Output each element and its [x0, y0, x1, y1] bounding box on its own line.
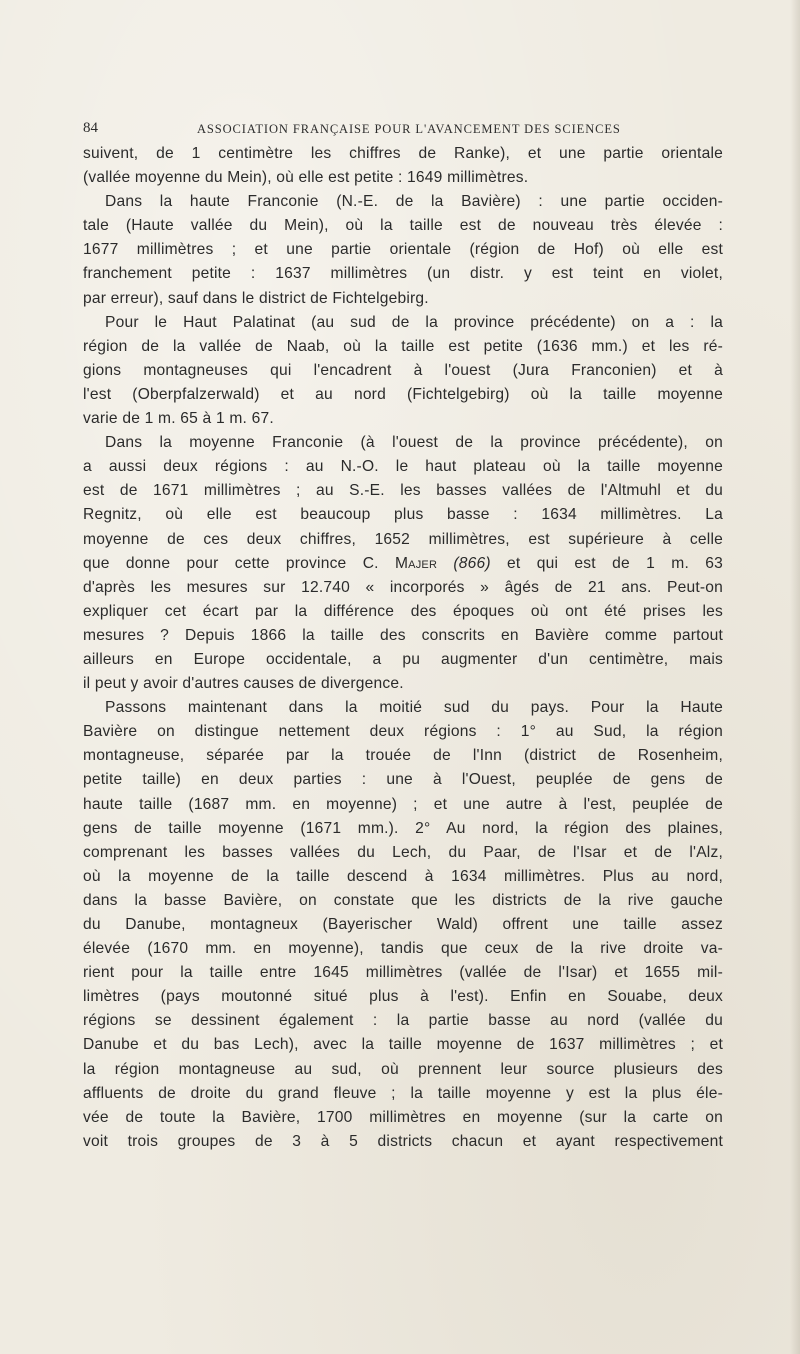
- text-line: dans la basse Bavière, on constate que les districts de la rive gauche: [83, 891, 723, 909]
- text-line: expliquer cet écart par la différence des époques où ont été prises les: [83, 602, 723, 620]
- text-fragment: [437, 555, 453, 572]
- page-number: 84: [83, 120, 98, 136]
- text-line: petite taille) en deux parties : une à l'Ouest, peuplée de gens de: [83, 771, 723, 789]
- text-line: région de la vallée de Naab, où la taille est petite (1636 mm.) et les ré-: [83, 337, 723, 355]
- text-line: 1677 millimètres ; et une partie orientale (région de Hof) où elle est: [83, 241, 723, 259]
- page-header: [83, 120, 723, 144]
- text-line: (vallée moyenne du Mein), où elle est petite : 1649 millimètres.: [83, 169, 529, 187]
- text-line: Dans la moyenne Franconie (à l'ouest de la province précédente), on: [105, 434, 723, 452]
- text-line: mesures ? Depuis 1866 la taille des conscrits en Bavière comme partout: [83, 626, 723, 644]
- text-line: rient pour la taille entre 1645 millimètres (vallée de l'Isar) et 1655 mil-: [83, 964, 723, 982]
- text-line: Danube et du bas Lech), avec la taille moyenne de 1637 millimètres ; et: [83, 1036, 723, 1054]
- text-line: ailleurs en Europe occidentale, a pu augmenter d'un centimètre, mais: [83, 650, 723, 668]
- text-line: comprenant les basses vallées du Lech, du Paar, de l'Isar et de l'Alz,: [83, 843, 723, 861]
- text-line: gens de taille moyenne (1671 mm.). 2° Au nord, la région des plaines,: [83, 819, 723, 837]
- text-line: Dans la haute Franconie (N.-E. de la Bavière) : une partie occiden-: [105, 193, 723, 211]
- text-fragment: et qui est de 1 m. 63: [490, 554, 723, 572]
- text-line: la région montagneuse au sud, où prennent leur source plusieurs des: [83, 1060, 723, 1078]
- text-line: vée de toute la Bavière, 1700 millimètres en moyenne (sur la carte on: [83, 1108, 723, 1126]
- text-line: est de 1671 millimètres ; au S.-E. les basses vallées de l'Altmuhl et du: [83, 482, 723, 500]
- text-line: varie de 1 m. 65 à 1 m. 67.: [83, 410, 274, 428]
- page-edge-shadow: [790, 0, 800, 1354]
- body-text: [83, 142, 723, 1154]
- text-line: Pour le Haut Palatinat (au sud de la province précédente) on a : la: [105, 313, 723, 331]
- text-line: élevée (1670 mm. en moyenne), tandis que ceux de la rive droite va-: [83, 940, 723, 958]
- text-line: suivent, de 1 centimètre les chiffres de Ranke), et une partie orientale: [83, 145, 723, 162]
- text-fragment: que donne pour cette province C.: [83, 554, 395, 572]
- text-line: régions se dessinent également : la partie basse au nord (vallée du: [83, 1012, 723, 1030]
- reference-number: (866): [453, 554, 491, 572]
- running-head: ASSOCIATION FRANÇAISE POUR L'AVANCEMENT DES SCIENCES: [197, 122, 621, 136]
- text-line: franchement petite : 1637 millimètres (un distr. y est teint en violet,: [83, 265, 723, 283]
- text-line: moyenne de ces deux chiffres, 1652 millimètres, est supérieure à celle: [83, 530, 723, 548]
- text-line-citation: [83, 552, 723, 576]
- text-line: d'après les mesures sur 12.740 « incorporés » âgés de 21 ans. Peut-on: [83, 578, 723, 596]
- text-line: où la moyenne de la taille descend à 1634 millimètres. Plus au nord,: [83, 867, 723, 885]
- text-line: tale (Haute vallée du Mein), où la taille est de nouveau très élevée :: [83, 217, 723, 235]
- text-line: l'est (Oberpfalzerwald) et au nord (Fichtelgebirg) où la taille moyenne: [83, 385, 723, 403]
- text-line: limètres (pays moutonné situé plus à l'est). Enfin en Souabe, deux: [83, 988, 723, 1006]
- text-line: gions montagneuses qui l'encadrent à l'ouest (Jura Franconien) et à: [83, 361, 723, 379]
- text-line: haute taille (1687 mm. en moyenne) ; et une autre à l'est, peuplée de: [83, 795, 723, 813]
- text-line: Passons maintenant dans la moitié sud du pays. Pour la Haute: [105, 699, 723, 717]
- text-line: par erreur), sauf dans le district de Fichtelgebirg.: [83, 289, 429, 307]
- text-line: affluents de droite du grand fleuve ; la taille moyenne y est la plus éle-: [83, 1084, 723, 1102]
- text-line: montagneuse, séparée par la trouée de l'Inn (district de Rosenheim,: [83, 747, 723, 765]
- author-name: Majer: [394, 554, 438, 572]
- text-line: Bavière on distingue nettement deux régions : 1° au Sud, la région: [83, 723, 723, 741]
- text-line: a aussi deux régions : au N.-O. le haut plateau où la taille moyenne: [83, 458, 723, 476]
- text-line: Regnitz, où elle est beaucoup plus basse : 1634 millimètres. La: [83, 506, 723, 524]
- text-line: du Danube, montagneux (Bayerischer Wald) offrent une taille assez: [83, 916, 723, 933]
- text-line: voit trois groupes de 3 à 5 districts chacun et ayant respectivement: [83, 1132, 723, 1150]
- text-line: il peut y avoir d'autres causes de divergence.: [83, 675, 404, 693]
